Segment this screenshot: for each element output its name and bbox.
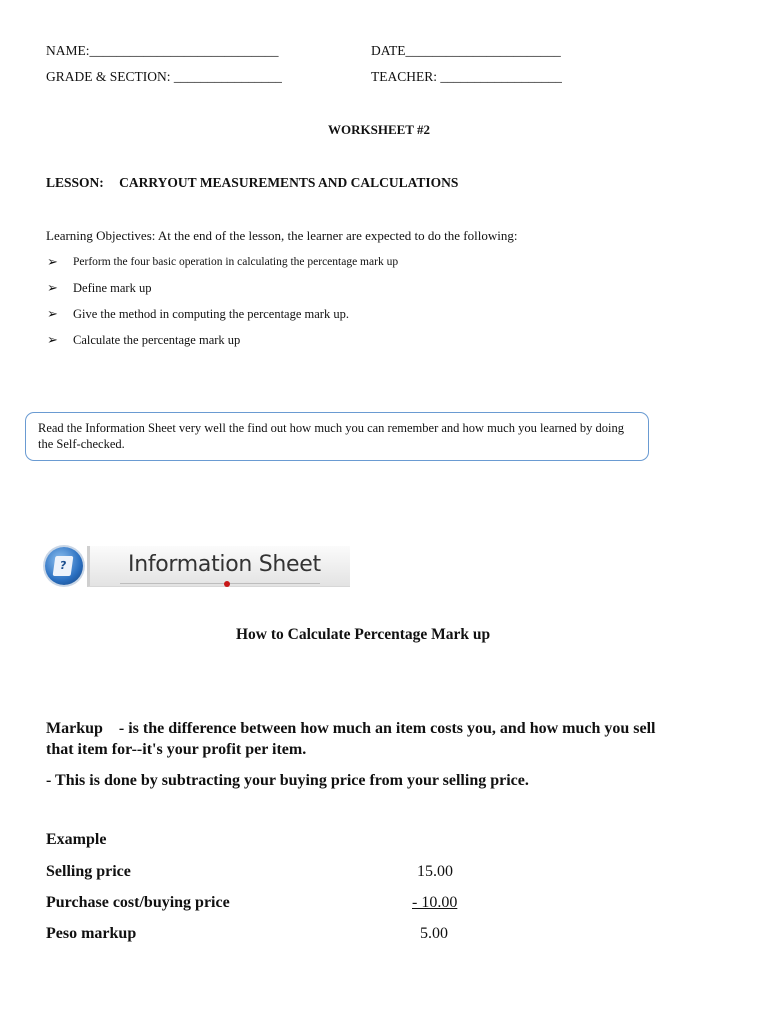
teacher-field <box>371 69 562 85</box>
objective-item <box>47 280 151 296</box>
arrow-bullet-icon: ➢ <box>47 306 58 321</box>
objectives-intro: Learning Objectives: At the end of the lesson, the learner are expected to do the following: <box>46 228 518 243</box>
objective-text: Perform the four basic operation in calculating the percentage mark up <box>73 256 399 268</box>
example-row-label: Purchase cost/buying price <box>46 894 230 911</box>
question-mark-glyph: ? <box>53 556 74 576</box>
example-row-label: Selling price <box>46 863 131 880</box>
example-row-value: 5.00 <box>420 925 448 942</box>
book-question-icon <box>45 547 83 585</box>
lesson-label: LESSON: <box>46 175 104 190</box>
arrow-bullet-icon: ➢ <box>47 332 58 347</box>
banner-title: Information Sheet <box>128 552 321 577</box>
name-field <box>46 43 279 59</box>
teacher-label: TEACHER: <box>371 69 437 84</box>
instruction-callout: Read the Information Sheet very well the find out how much you can remember and how much you learned by doing the Self-checked. <box>25 412 649 461</box>
example-row-value: - 10.00 <box>412 894 458 911</box>
markup-definition-line3: - This is done by subtracting your buying price from your selling price. <box>46 772 529 789</box>
banner-red-dot <box>224 581 230 587</box>
markup-definition-line2: that item for--it's your profit per item. <box>46 741 307 758</box>
arrow-bullet-icon: ➢ <box>47 280 58 295</box>
objective-item <box>47 332 240 348</box>
information-sheet-banner <box>45 544 347 588</box>
objective-item <box>47 254 398 270</box>
objective-text: Give the method in computing the percentage mark up. <box>73 306 349 321</box>
grade-blank: ________________ <box>173 69 282 84</box>
arrow-bullet-icon: ➢ <box>47 254 58 269</box>
name-label: NAME: <box>46 43 90 58</box>
lesson-line <box>46 175 458 191</box>
example-row-value: 15.00 <box>417 863 453 880</box>
name-blank: ____________________________ <box>89 43 279 58</box>
lesson-title: CARRYOUT MEASUREMENTS AND CALCULATIONS <box>119 175 459 190</box>
grade-label: GRADE & SECTION: <box>46 69 171 84</box>
date-blank: _______________________ <box>405 43 561 58</box>
objective-item <box>47 306 349 322</box>
objective-text: Define mark up <box>73 280 152 295</box>
worksheet-title: WORKSHEET #2 <box>328 122 430 137</box>
section-heading: How to Calculate Percentage Mark up <box>236 626 491 643</box>
objective-text: Calculate the percentage mark up <box>73 332 241 347</box>
grade-section-field <box>46 69 282 85</box>
date-label: DATE <box>371 43 406 58</box>
banner-panel <box>87 546 350 587</box>
markup-definition-line1: Markup - is the difference between how much an item costs you, and how much you sell <box>46 720 656 737</box>
example-row-label: Peso markup <box>46 925 137 942</box>
teacher-blank: __________________ <box>440 69 562 84</box>
date-field <box>371 43 561 59</box>
example-title: Example <box>46 831 107 848</box>
banner-divider <box>120 583 320 584</box>
